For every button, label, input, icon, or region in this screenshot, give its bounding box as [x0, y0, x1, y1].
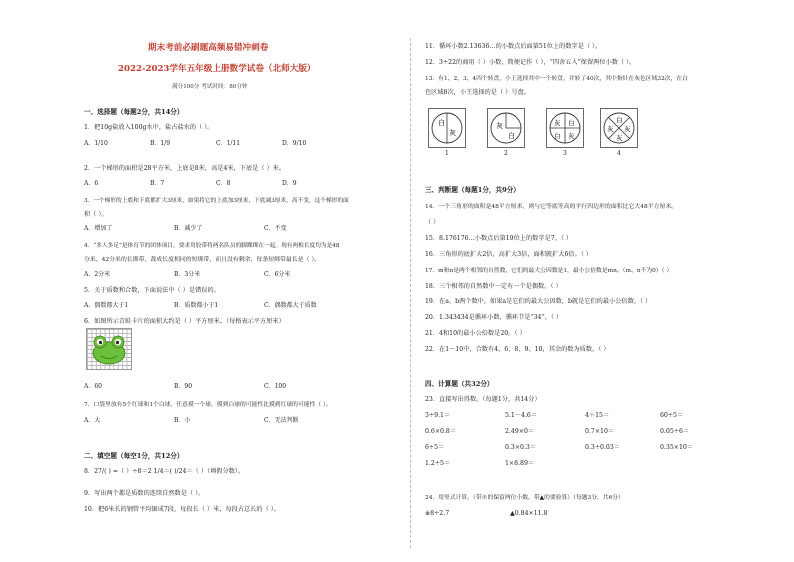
spinner-label-1: 1	[445, 150, 449, 157]
calc-2-1: 0.3×0.3＝	[505, 444, 537, 451]
question-7: 7．口袋里放有5个红球和1个白球，任意摸一个球，摸到白球的可能性比摸到红球的可能性（ ）。	[84, 402, 332, 408]
section-heading-fill: 二、填空题（每空1分，共12分）	[84, 452, 184, 460]
q7-option-b: B．小	[174, 417, 191, 424]
q6-option-c: C．100	[264, 383, 287, 390]
q4-option-b: B．3分米	[174, 271, 201, 278]
q3-option-a: A．增加了	[84, 225, 113, 232]
question-19: 19．在a、b两个数中，如果a是它们的最大公因数，b就是它们的最小公倍数。（ ）	[425, 298, 652, 305]
column-divider	[410, 38, 411, 548]
section-heading-calc: 四、计算题（共32分）	[425, 380, 494, 388]
question-12: 12．3÷22的商用（ ）小数，简便记作（ ），“四舍五入”保留两位小数（ ）。	[425, 59, 636, 66]
calc-2-3: 0.35×10＝	[660, 444, 694, 451]
calc-1-3: 0.05÷6＝	[660, 428, 690, 435]
calc-0-2: 4＋15＝	[585, 412, 610, 419]
q4-option-c: C．6分米	[264, 271, 291, 278]
question-14-line1: 14．一个三角形的面积是48平方厘米，则与它等底等高的平行四边形的面积比它大48平方厘米。	[425, 204, 678, 210]
question-24: 24．用竖式计算。（带※的保留两位小数，带▲的要验算）（每题3分，共6分）	[425, 495, 624, 501]
question-4-line1: 4．“多人多足”是体育节的团体项目，要求用胶带将两名队员的脚踝绑在一起。现有两根长度均为是48	[84, 243, 340, 249]
calc-0-1: 5.1－4.6＝	[505, 412, 538, 419]
frog-icon	[87, 329, 131, 369]
svg-text:灰: 灰	[616, 134, 623, 142]
calc-3-0: 1.2÷5＝	[425, 460, 451, 467]
question-4-line2: 分米、42分米的长绑带，裁成长度相同的短绑带，而且没有剩余，每条短绑带最长是（ ）。	[84, 257, 321, 263]
spinner-4	[600, 108, 638, 148]
svg-text:白: 白	[568, 119, 575, 127]
section-heading-judge: 三、判断题（每题1分，共9分）	[425, 186, 520, 194]
svg-text:白: 白	[616, 116, 623, 124]
spinner-label-2: 2	[504, 150, 508, 157]
calc-1-0: 0.6×0.8＝	[425, 428, 457, 435]
q1-option-b: B．1/9	[150, 140, 171, 147]
q4-option-a: A．2分米	[84, 271, 111, 278]
calc-3-1: 1×8.89＝	[505, 460, 535, 467]
q6-option-b: B．90	[174, 383, 193, 390]
question-8: 8．27/( ) =（ ）÷8＝2 1/4＝( )/24＝（ ）（填假分数）。	[84, 468, 245, 475]
svg-text:白: 白	[508, 132, 515, 140]
question-3-line2: 积（ ）。	[84, 211, 108, 218]
page-title: 期末考前必刷题高频易错冲刺卷	[148, 43, 269, 53]
svg-text:灰: 灰	[624, 125, 631, 133]
question-5: 5．关于质数和合数，下面说法中（ ）是错误的。	[84, 287, 220, 294]
question-10: 10．把6米长的钢管平均锯成7段，每段长（ ）米，每段占总长的（ ）。	[84, 506, 281, 513]
spinner-2	[487, 108, 525, 148]
q2-option-a: A．6	[84, 180, 99, 187]
question-9: 9．写出两个都是质数的连续自然数是（ ）。	[84, 490, 205, 497]
q7-option-a: A．大	[84, 417, 101, 424]
svg-text:白: 白	[554, 132, 561, 140]
frog-card-grid	[86, 328, 132, 370]
q2-option-c: C．8	[216, 180, 231, 187]
question-6: 6．如图所示青蛙卡片的面积大约是（ ）平方厘米。（每格表示平方厘米）	[84, 318, 285, 325]
q3-option-c: C．不变	[264, 225, 287, 232]
calc-1-2: 0.7×10＝	[585, 428, 615, 435]
q1-option-a: A．1/10	[84, 140, 108, 147]
svg-text:灰: 灰	[449, 129, 456, 137]
question-17: 17．m和n是两个相邻的自然数，它们的最大公因数是1，最小公倍数是mn。（m、n不为0）（ ）	[425, 268, 673, 274]
calc-2-2: 0.3÷0.03＝	[585, 444, 620, 451]
q2-option-d: D．9	[282, 180, 297, 187]
question-11: 11．循环小数2.13636…的小数点后面第51位上的数字是（ ）。	[425, 43, 602, 50]
question-2: 2．一个梯形的面积是28平方米，上底是8米，高是4米，下底是（ ）米。	[84, 165, 286, 172]
q1-option-d: D．9/10	[282, 140, 307, 147]
q5-option-c: C．偶数都大于质数	[264, 302, 317, 309]
calc-0-0: 3÷9.1＝	[425, 412, 451, 419]
svg-text:灰: 灰	[568, 132, 575, 140]
q24-item-1: ※8÷2.7	[425, 510, 450, 517]
calc-1-1: 2.49×0＝	[505, 428, 535, 435]
calc-0-3: 60÷5＝	[660, 412, 684, 419]
q2-option-b: B．7	[150, 180, 165, 187]
question-23: 23．直接写出得数。（每题1分，共14分）	[425, 396, 541, 403]
q5-option-a: A．偶数都大于1	[84, 302, 129, 309]
svg-text:灰: 灰	[496, 122, 503, 130]
question-21: 21．4和10的最小公倍数是20。（ ）	[425, 330, 526, 337]
question-13-line1: 13．有1、2、3、4四个转盘，小王选择其中一个转盘，并转了40次，其中指针在灰色区域32次，在白	[425, 76, 688, 82]
svg-text:白: 白	[438, 119, 445, 127]
question-13-line2: 色区域8次，小王选择的是（ ）号盘。	[425, 89, 530, 96]
question-14-line2: （ ）	[425, 219, 440, 226]
section-heading-choice: 一、选择题（每题2分，共14分）	[84, 108, 184, 116]
question-16: 16．三角形的底扩大2倍，高扩大3倍，面积就扩大6倍。（ ）	[425, 251, 593, 258]
question-15: 15．8.176176…小数点后第19位上的数字是7。（ ）	[425, 235, 573, 242]
spinner-label-4: 4	[617, 150, 621, 157]
q5-option-b: B．质数都小于1	[174, 302, 219, 309]
question-3-line1: 3．一个梯形的上底和下底都扩大3厘米，如果将它的上底加3厘米，下底减3厘米，高不变，这个梯形的面	[84, 198, 349, 204]
spinner-label-3: 3	[563, 150, 567, 157]
q3-option-b: B．减少了	[174, 225, 203, 232]
page-subtitle: 2022-2023学年五年级上册数学试卷（北师大版）	[118, 64, 316, 74]
spinner-3	[546, 108, 584, 148]
question-22: 22．在1～10中，合数有4、6、8、9、10，其余的数为质数。（ ）	[425, 346, 610, 353]
svg-text:灰: 灰	[607, 125, 614, 133]
spinner-1	[428, 108, 466, 148]
question-20: 20．1.343434是循环小数，循环节是“34”。（ ）	[425, 314, 563, 321]
q6-option-a: A．60	[84, 383, 102, 390]
q1-option-c: C．1/11	[216, 140, 241, 147]
question-18: 18．三个相邻的自然数中一定有一个是偶数。（ ）	[425, 283, 562, 290]
exam-meta: 满分100分 考试时间：80分钟	[172, 84, 248, 90]
q7-option-c: C．无法判断	[264, 417, 299, 424]
question-1: 1．把10g盐放入100g水中，盐占盐水的（ ）。	[84, 124, 214, 131]
calc-2-0: 6÷5＝	[425, 444, 445, 451]
q24-item-2: ▲0.84×11.8	[510, 510, 548, 517]
svg-text:灰: 灰	[554, 119, 561, 127]
